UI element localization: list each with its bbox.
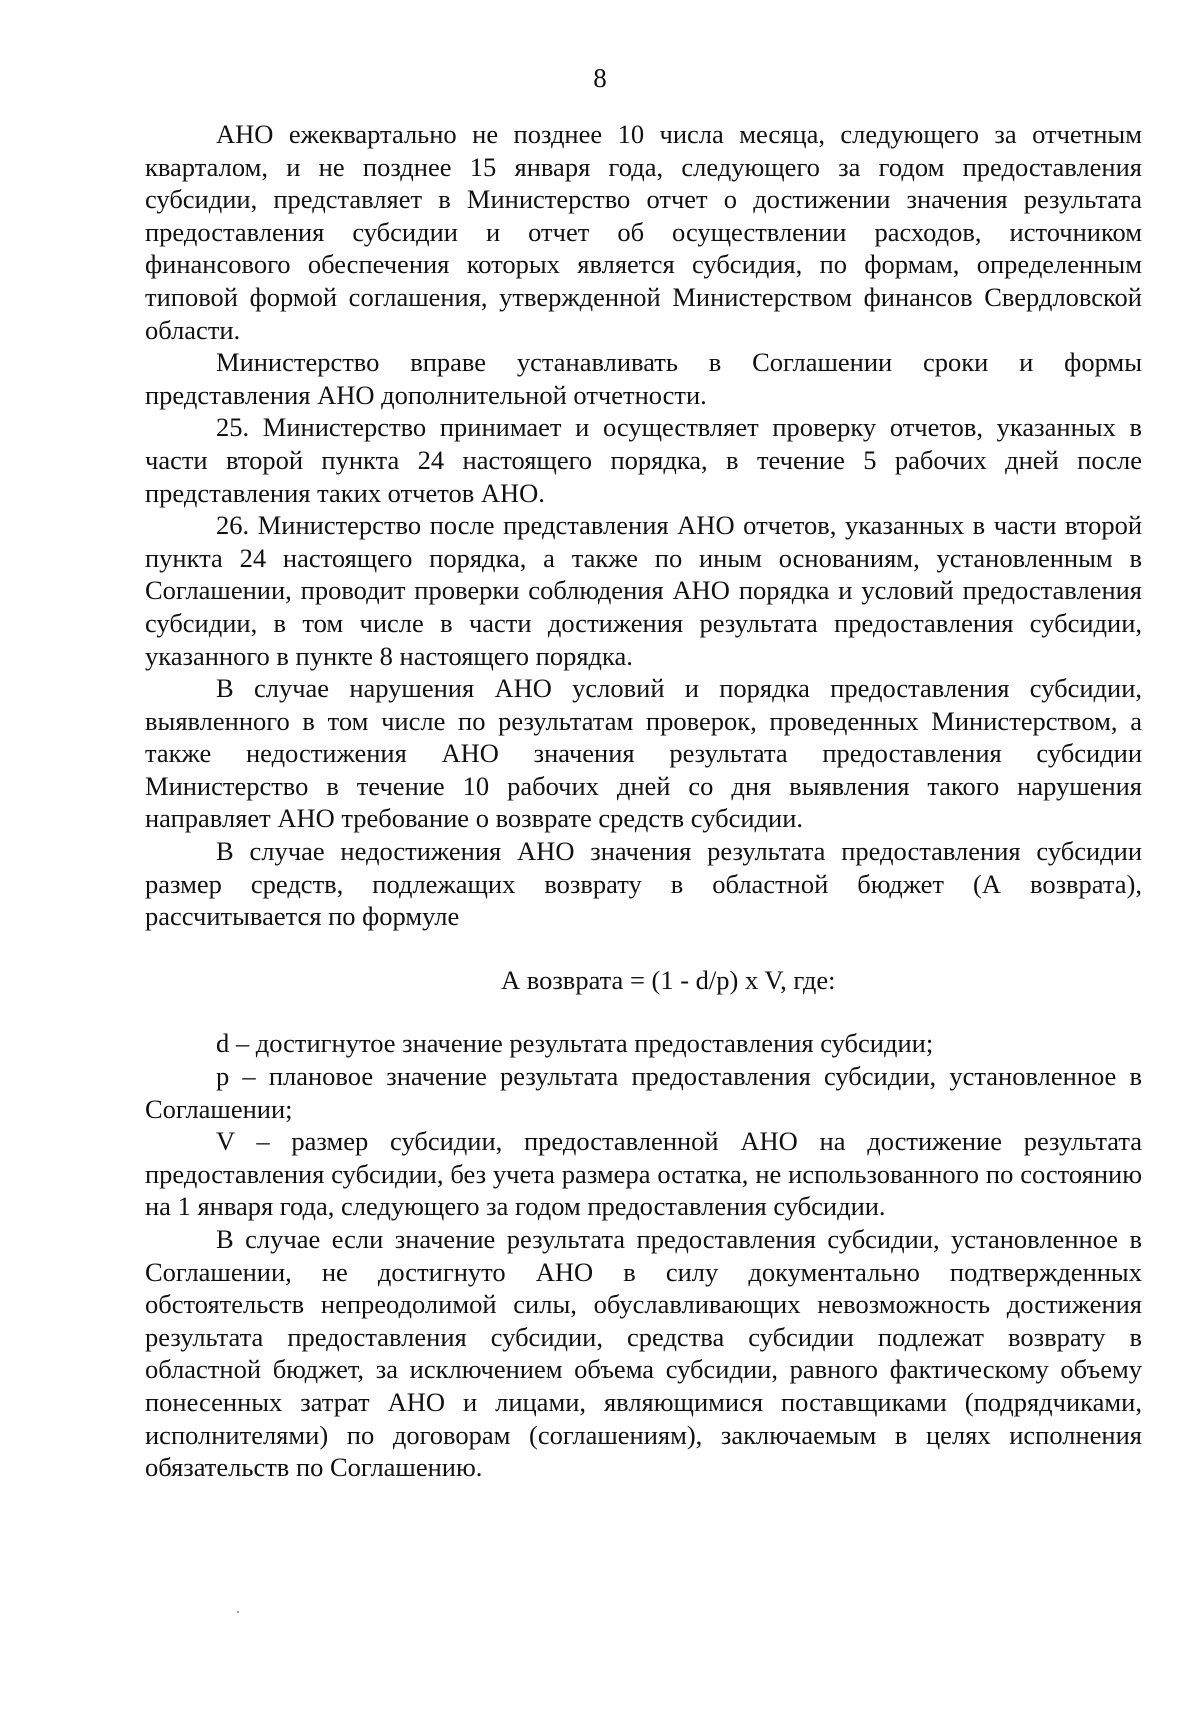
definition-d: d – достигнутое значение результата предоставления субсидии; xyxy=(216,1028,934,1059)
paragraph-item-25: 25. Министерство принимает и осуществляет проверку отчетов, указанных в части второй пункта 24 настоящего порядка, в течение 5 рабочих дней после представления таких отчетов АНО. xyxy=(145,412,1142,508)
definition-v: V – размер субсидии, предоставленной АНО на достижение результата предоставления субсидии, без учета размера остатка, не использованного по состоянию на 1 января года, следующего за годом предоставления субсидии. xyxy=(145,1126,1142,1222)
paragraph-violation: В случае нарушения АНО условий и порядка предоставления субсидии, выявленного в том числе по результатам проверок, проведенных Министерством, а также недостижения АНО значения результата предоставления субсидии Министерство в течение 10 рабочих дней со дня выявления такого нарушения направляет АНО требование о возврате средств субсидии. xyxy=(145,673,1142,834)
document-body xyxy=(145,118,1142,1484)
page-number: 8 xyxy=(593,63,607,93)
paragraph-reporting: АНО ежеквартально не позднее 10 числа месяца, следующего за отчетным кварталом, и не позднее 15 января года, следующего за годом предоставления субсидии, представляет в Министерство отчет о достижении значения результата предоставления субсидии и отчет об осуществлении расходов, источником финансового обеспечения которых является субсидия, по формам, определенным типовой формой соглашения, утвержденной Министерством финансов Свердловской области. xyxy=(145,119,1142,345)
paragraph-force-majeure: В случае если значение результата предоставления субсидии, установленное в Соглашении, не достигнуто АНО в силу документально подтвержденных обстоятельств непреодолимой силы, обуславливающих невозможность достижения результата предоставления субсидии, средства субсидии подлежат возврату в областной бюджет, за исключением объема субсидии, равного фактическому объему понесенных затрат АНО и лицами, являющимися поставщиками (подрядчиками, исполнителями) по договорам (соглашениям), заключаемым в целях исполнения обязательств по Соглашению. xyxy=(145,1224,1142,1483)
scan-speck xyxy=(237,1611,239,1613)
definition-p: p – плановое значение результата предоставления субсидии, установленное в Соглашении; xyxy=(145,1061,1142,1124)
refund-formula: А возврата = (1 - d/p) x V, где: xyxy=(501,964,836,995)
paragraph-refund-calculation: В случае недостижения АНО значения результата предоставления субсидии размер средств, подлежащих возврату в областной бюджет (А возврата), рассчитывается по формуле xyxy=(145,836,1142,932)
paragraph-item-26: 26. Министерство после представления АНО отчетов, указанных в части второй пункта 24 настоящего порядка, а также по иным основаниям, установленным в Соглашении, проводит проверки соблюдения АНО порядка и условий предоставления субсидии, в том числе в части достижения результата предоставления субсидии, указанного в пункте 8 настоящего порядка. xyxy=(145,510,1142,671)
paragraph-additional-reporting: Министерство вправе устанавливать в Соглашении сроки и формы представления АНО дополнительной отчетности. xyxy=(145,347,1142,410)
